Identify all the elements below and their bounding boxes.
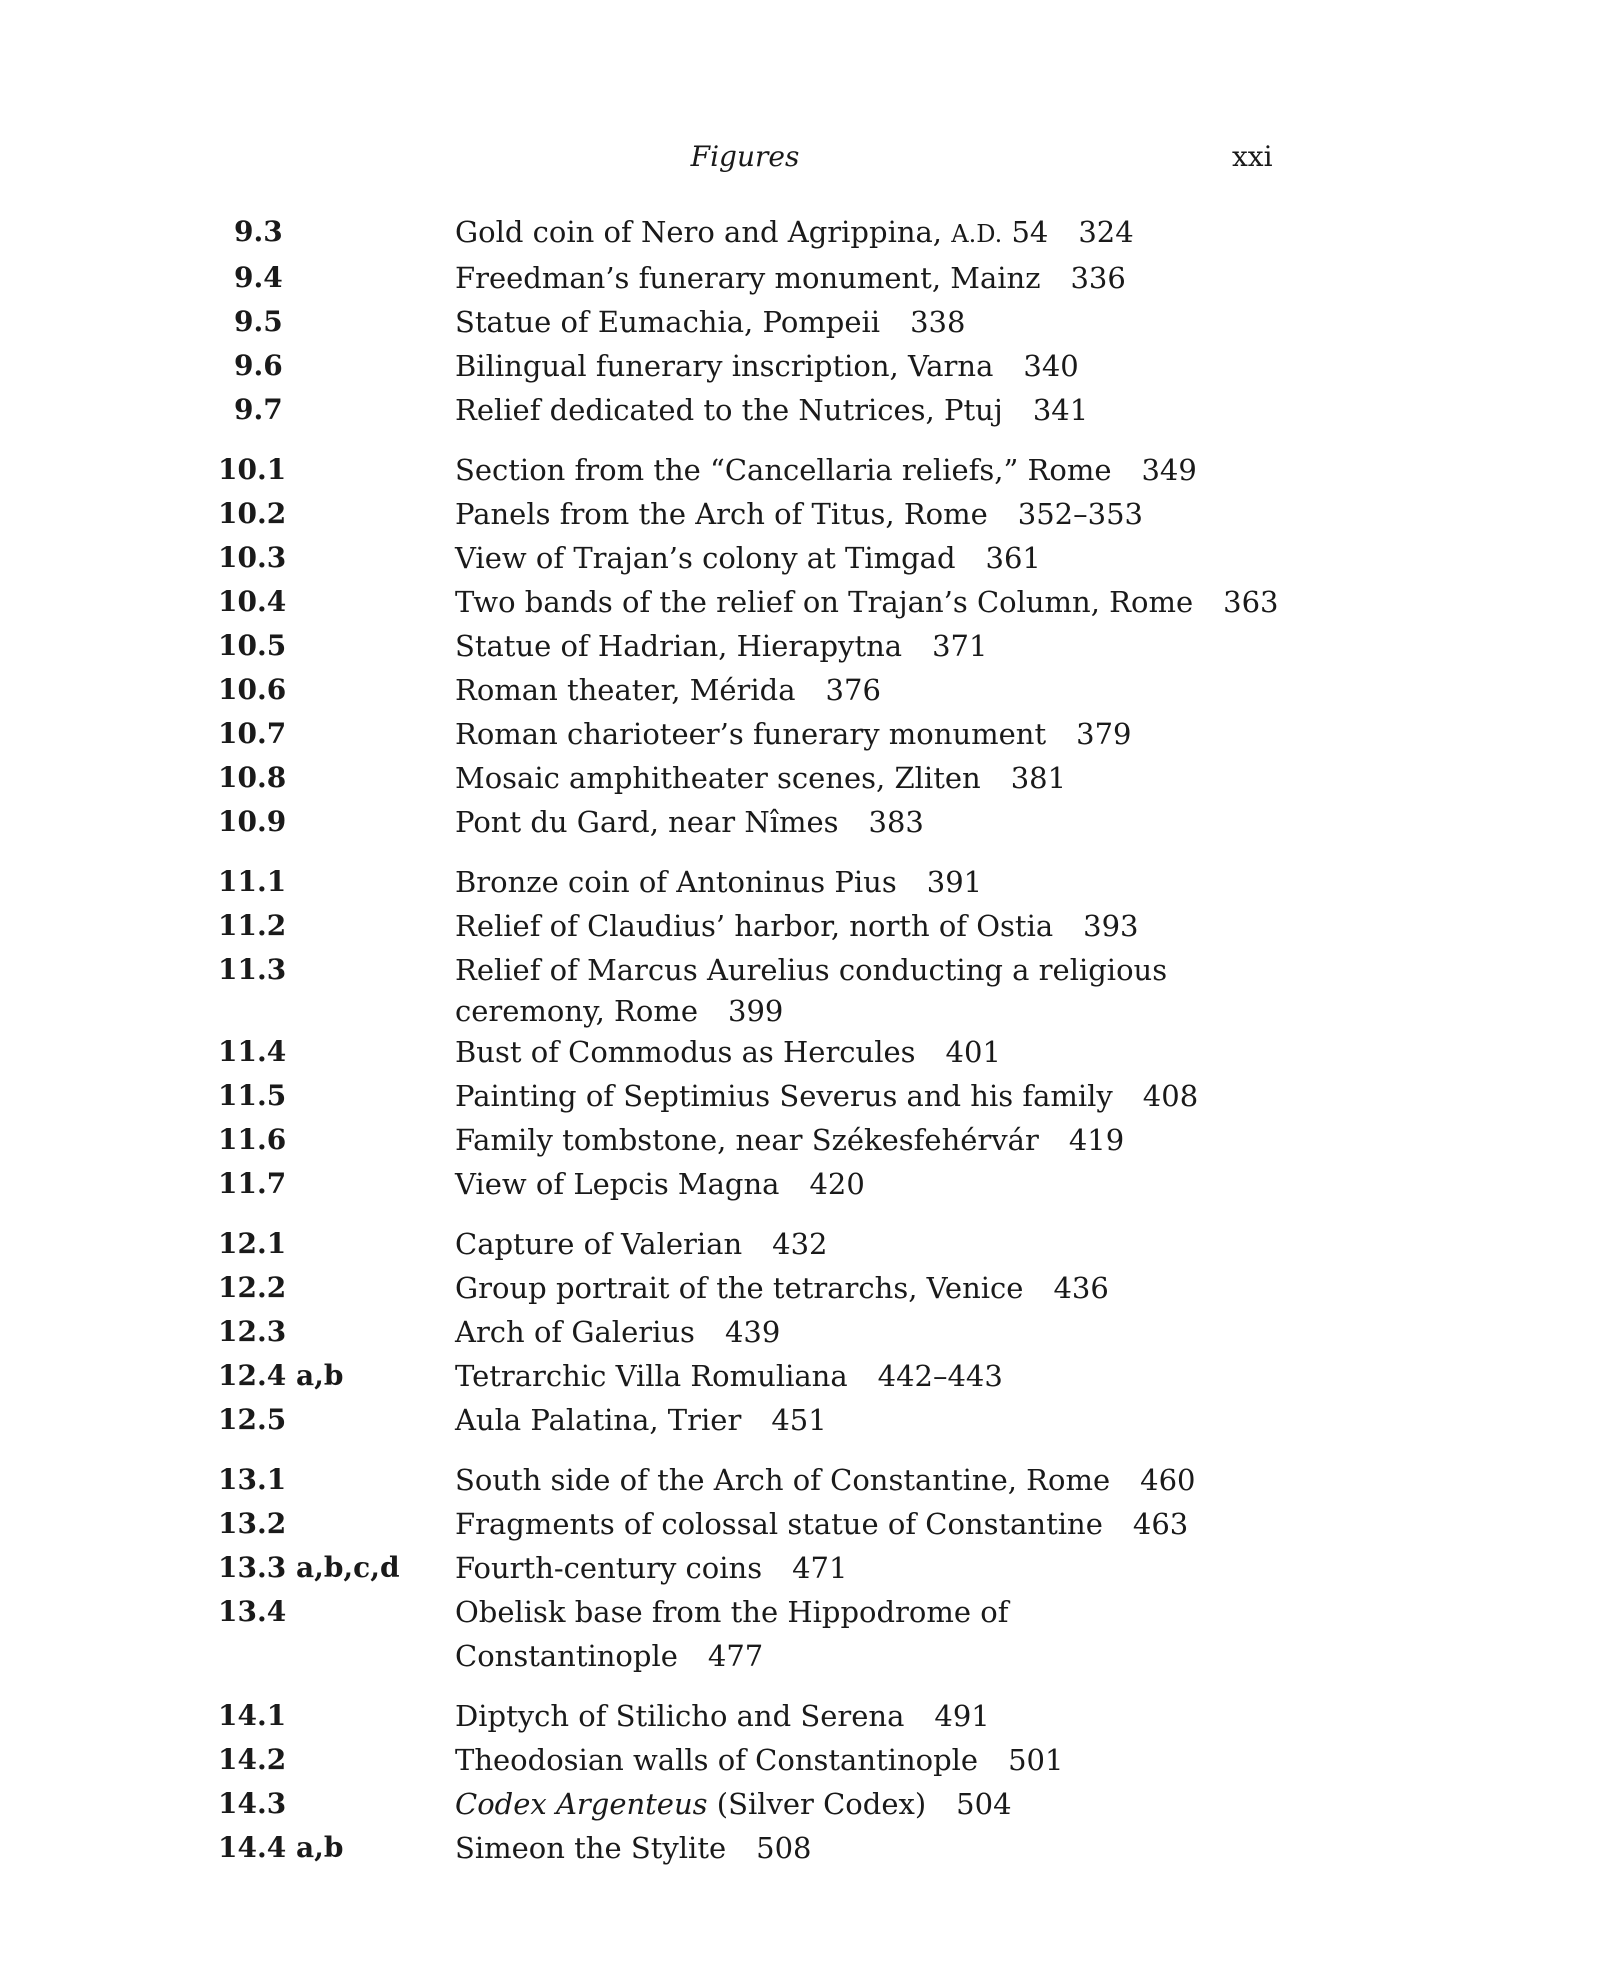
figure-entry — [0, 344, 1600, 388]
figure-number: 11.3 — [218, 953, 287, 986]
caption-line — [455, 761, 981, 795]
figure-entry — [0, 1354, 1600, 1398]
figure-page-reference: 352–353 — [1017, 497, 1143, 531]
figure-caption — [455, 536, 1325, 580]
caption-line — [455, 1463, 1110, 1497]
figure-entry — [0, 756, 1600, 800]
figure-page-reference: 508 — [756, 1831, 812, 1865]
figure-number: 11.6 — [218, 1123, 287, 1156]
figure-number: 9.6 — [234, 349, 283, 382]
figure-caption — [455, 448, 1325, 492]
figure-entry — [0, 712, 1600, 756]
figure-caption — [455, 388, 1325, 432]
figure-caption — [455, 256, 1325, 300]
figure-page-reference: 436 — [1053, 1271, 1109, 1305]
caption-text: Statue of Hadrian, Hierapytna — [455, 629, 903, 663]
caption-text: Diptych of Stilicho and Serena — [455, 1699, 905, 1733]
caption-line — [455, 1271, 1023, 1305]
caption-line — [455, 1743, 978, 1777]
figure-page-reference: 471 — [792, 1551, 848, 1585]
figure-page-reference: 391 — [926, 865, 983, 899]
figure-entry — [0, 1590, 1600, 1678]
caption-text: Fragments of colossal statue of Constantine — [455, 1507, 1103, 1541]
figure-entry — [0, 624, 1600, 668]
figure-caption — [455, 860, 1325, 904]
figure-caption — [455, 580, 1325, 624]
caption-text: Mosaic amphitheater scenes, Zliten — [455, 761, 981, 795]
caption-text: Roman theater, Mérida — [455, 673, 796, 707]
figure-entry — [0, 1222, 1600, 1266]
figure-group — [0, 210, 1600, 432]
caption-line — [455, 541, 956, 575]
caption-text: View of Trajan’s colony at Timgad — [455, 541, 956, 575]
figure-number: 10.6 — [218, 673, 287, 706]
figure-page-reference: 336 — [1070, 261, 1126, 295]
figure-entry — [0, 800, 1600, 844]
caption-text: Gold coin of Nero and Agrippina, — [455, 215, 952, 249]
figure-entry — [0, 1074, 1600, 1118]
caption-text: Aula Palatina, Trier — [455, 1403, 742, 1437]
figure-page-reference: 420 — [809, 1167, 865, 1201]
figure-entry — [0, 300, 1600, 344]
figure-number: 14.2 — [218, 1743, 287, 1776]
caption-line — [455, 1403, 741, 1437]
figure-caption — [455, 712, 1325, 756]
figure-entry — [0, 1546, 1600, 1590]
caption-line — [455, 865, 897, 899]
figure-caption — [455, 1118, 1325, 1162]
figure-page-reference: 463 — [1132, 1507, 1189, 1541]
figure-page-reference: 399 — [728, 994, 784, 1028]
caption-text: View of Lepcis Magna — [455, 1167, 780, 1201]
figure-caption — [455, 1826, 1325, 1870]
figure-caption — [455, 1590, 1325, 1678]
figure-entry — [0, 860, 1600, 904]
caption-line — [455, 909, 1053, 943]
caption-text: Simeon the Stylite — [455, 1831, 727, 1865]
caption-line — [455, 1315, 695, 1349]
figure-caption — [455, 300, 1325, 344]
figure-number: 9.7 — [234, 393, 283, 426]
caption-line — [455, 1079, 1113, 1113]
caption-line — [455, 261, 1040, 295]
figure-number: 10.3 — [218, 541, 287, 574]
figure-page-reference: 381 — [1010, 761, 1067, 795]
figure-entry — [0, 536, 1600, 580]
figure-number: 10.4 — [218, 585, 287, 618]
figure-number: 14.1 — [218, 1699, 287, 1732]
caption-line — [455, 497, 988, 531]
caption-text: Tetrarchic Villa Romuliana — [455, 1359, 848, 1393]
figure-entry — [0, 1118, 1600, 1162]
figure-caption — [455, 1502, 1325, 1546]
figure-caption — [455, 1782, 1325, 1826]
figure-group — [0, 860, 1600, 1206]
figure-page-reference: 341 — [1032, 393, 1089, 427]
figure-caption — [455, 210, 1325, 256]
figure-group — [0, 1694, 1600, 1870]
figure-caption — [455, 1030, 1325, 1074]
figure-page-reference: 432 — [772, 1227, 828, 1261]
caption-text: Freedman’s funerary monument, Mainz — [455, 261, 1041, 295]
caption-line — [455, 349, 993, 383]
figure-page-reference: 383 — [868, 805, 924, 839]
caption-text: Family tombstone, near Székesfehérvár — [455, 1123, 1039, 1157]
figure-number: 9.4 — [234, 261, 283, 294]
figure-page-reference: 379 — [1076, 717, 1132, 751]
figure-page-reference: 451 — [771, 1403, 827, 1437]
figure-caption — [455, 1458, 1325, 1502]
figure-caption — [455, 1266, 1325, 1310]
figure-page-reference: 324 — [1078, 215, 1134, 249]
caption-text: Relief of Claudius’ harbor, north of Ostia — [455, 909, 1054, 943]
figure-number: 12.2 — [218, 1271, 287, 1304]
caption-line — [455, 673, 796, 707]
caption-line — [455, 717, 1046, 751]
figure-number: 12.1 — [218, 1227, 287, 1260]
figure-number: 13.4 — [218, 1595, 287, 1628]
caption-text: ceremony, Rome — [455, 994, 698, 1028]
figure-entry — [0, 1458, 1600, 1502]
figure-page-reference: 349 — [1141, 453, 1197, 487]
figure-entry — [0, 1266, 1600, 1310]
figure-entry — [0, 668, 1600, 712]
figure-caption — [455, 948, 1325, 1030]
caption-text: Arch of Galerius — [455, 1315, 695, 1349]
figure-number: 10.2 — [218, 497, 287, 530]
caption-text: Relief dedicated to the Nutrices, Ptuj — [455, 393, 1003, 427]
caption-text: Obelisk base from the Hippodrome of Constantinople — [455, 1595, 1009, 1673]
figure-page-reference: 340 — [1023, 349, 1079, 383]
figure-caption — [455, 668, 1325, 712]
caption-text: South side of the Arch of Constantine, Rome — [455, 1463, 1111, 1497]
figure-entry — [0, 388, 1600, 432]
figure-entry — [0, 1310, 1600, 1354]
caption-line — [455, 585, 1193, 619]
figure-page-reference: 371 — [932, 629, 988, 663]
figure-caption — [455, 344, 1325, 388]
figure-page-reference: 338 — [910, 305, 966, 339]
figure-number: 12.5 — [218, 1403, 287, 1436]
figure-caption — [455, 756, 1325, 800]
caption-line — [455, 453, 1111, 487]
figure-page-reference: 401 — [945, 1035, 1001, 1069]
caption-text: (Silver Codex) — [707, 1787, 927, 1821]
figure-caption — [455, 1222, 1325, 1266]
figure-number: 13.1 — [218, 1463, 287, 1496]
figure-entry — [0, 948, 1600, 1030]
figure-number: 11.4 — [218, 1035, 287, 1068]
caption-line — [455, 805, 839, 839]
figure-caption — [455, 1738, 1325, 1782]
caption-text: Section from the “Cancellaria reliefs,” Rome — [455, 453, 1112, 487]
figure-page-reference: 361 — [985, 541, 1041, 575]
figure-caption — [455, 1162, 1325, 1206]
figure-entry — [0, 1782, 1600, 1826]
figure-page-reference: 477 — [707, 1639, 764, 1673]
caption-line — [455, 215, 1048, 249]
figure-entry — [0, 1826, 1600, 1870]
caption-text: Roman charioteer’s funerary monument — [455, 717, 1047, 751]
figure-number: 14.4 a,b — [218, 1831, 344, 1864]
caption-text: Group portrait of the tetrarchs, Venice — [455, 1271, 1024, 1305]
caption-line — [455, 1035, 916, 1069]
caption-text: Bronze coin of Antoninus Pius — [455, 865, 897, 899]
caption-line — [455, 1227, 742, 1261]
figure-caption — [455, 624, 1325, 668]
figure-number: 11.2 — [218, 909, 287, 942]
caption-line — [455, 629, 902, 663]
caption-text: Fourth-century coins — [455, 1551, 763, 1585]
caption-line — [455, 953, 1167, 987]
caption-line — [455, 393, 1003, 427]
caption-text: Two bands of the relief on Trajan’s Column, Rome — [455, 585, 1194, 619]
figure-entry — [0, 1738, 1600, 1782]
caption-line — [455, 1167, 779, 1201]
caption-text: Painting of Septimius Severus and his family — [455, 1079, 1113, 1113]
figure-entry — [0, 1398, 1600, 1442]
figure-entry — [0, 580, 1600, 624]
caption-line — [455, 1551, 762, 1585]
caption-line — [455, 1507, 1103, 1541]
caption-text: A.D. — [951, 220, 1003, 248]
figure-page-reference: 501 — [1008, 1743, 1064, 1777]
caption-italic-text: Codex Argenteus — [455, 1787, 708, 1821]
figure-page-reference: 393 — [1083, 909, 1139, 943]
figure-number: 9.5 — [234, 305, 283, 338]
caption-line-continued — [455, 992, 1325, 1030]
caption-text: Theodosian walls of Constantinople — [455, 1743, 979, 1777]
figure-number: 14.3 — [218, 1787, 287, 1820]
figure-caption — [455, 1354, 1325, 1398]
caption-text: Bilingual funerary inscription, Varna — [455, 349, 994, 383]
figure-page-reference: 363 — [1223, 585, 1279, 619]
figure-entry — [0, 904, 1600, 948]
caption-text: Bust of Commodus as Hercules — [455, 1035, 916, 1069]
figure-page-reference: 376 — [825, 673, 881, 707]
figure-group — [0, 1222, 1600, 1442]
caption-text: Capture of Valerian — [455, 1227, 743, 1261]
caption-line — [455, 1787, 926, 1821]
figure-caption — [455, 904, 1325, 948]
caption-line — [455, 1699, 904, 1733]
figure-page-reference: 408 — [1142, 1079, 1199, 1113]
figure-group — [0, 1458, 1600, 1678]
figure-entry — [0, 448, 1600, 492]
figure-list — [0, 210, 1600, 1886]
caption-line — [455, 305, 880, 339]
caption-line — [455, 1123, 1039, 1157]
figure-caption — [455, 1074, 1325, 1118]
figure-number: 10.8 — [218, 761, 287, 794]
caption-text: Relief of Marcus Aurelius conducting a religious — [455, 953, 1168, 987]
caption-text: 54 — [1002, 215, 1049, 249]
figure-number: 10.5 — [218, 629, 287, 662]
figure-number: 12.3 — [218, 1315, 287, 1348]
figure-page-reference: 439 — [724, 1315, 781, 1349]
figure-entry — [0, 210, 1600, 256]
figure-page-reference: 419 — [1068, 1123, 1125, 1157]
figure-caption — [455, 492, 1325, 536]
figure-entry — [0, 1694, 1600, 1738]
figure-number: 11.7 — [218, 1167, 287, 1200]
figure-number: 11.5 — [218, 1079, 287, 1112]
figure-group — [0, 448, 1600, 844]
figure-number: 12.4 a,b — [218, 1359, 344, 1392]
figure-number: 13.2 — [218, 1507, 287, 1540]
figure-caption — [455, 1694, 1325, 1738]
figure-entry — [0, 1030, 1600, 1074]
figure-entry — [0, 1162, 1600, 1206]
figure-caption — [455, 1546, 1325, 1590]
figure-page-reference: 504 — [956, 1787, 1012, 1821]
figure-caption — [455, 1310, 1325, 1354]
caption-line — [455, 1831, 726, 1865]
caption-text: Panels from the Arch of Titus, Rome — [455, 497, 988, 531]
figure-number: 10.9 — [218, 805, 287, 838]
figure-entry — [0, 256, 1600, 300]
figure-page-reference: 442–443 — [877, 1359, 1003, 1393]
caption-line — [455, 1359, 848, 1393]
figure-number: 9.3 — [234, 215, 283, 248]
caption-text: Statue of Eumachia, Pompeii — [455, 305, 881, 339]
page-title: Figures — [690, 140, 800, 173]
figure-entry — [0, 492, 1600, 536]
figure-number: 10.1 — [218, 453, 287, 486]
running-head — [0, 140, 1600, 180]
figure-page-reference: 460 — [1140, 1463, 1196, 1497]
figure-entry — [0, 1502, 1600, 1546]
figure-caption — [455, 800, 1325, 844]
figure-number: 10.7 — [218, 717, 287, 750]
figure-number: 11.1 — [218, 865, 287, 898]
figure-number: 13.3 a,b,c,d — [218, 1551, 400, 1584]
caption-text: Pont du Gard, near Nîmes — [455, 805, 839, 839]
figure-page-reference: 491 — [934, 1699, 990, 1733]
page-number: xxi — [1232, 140, 1273, 173]
figure-caption — [455, 1398, 1325, 1442]
